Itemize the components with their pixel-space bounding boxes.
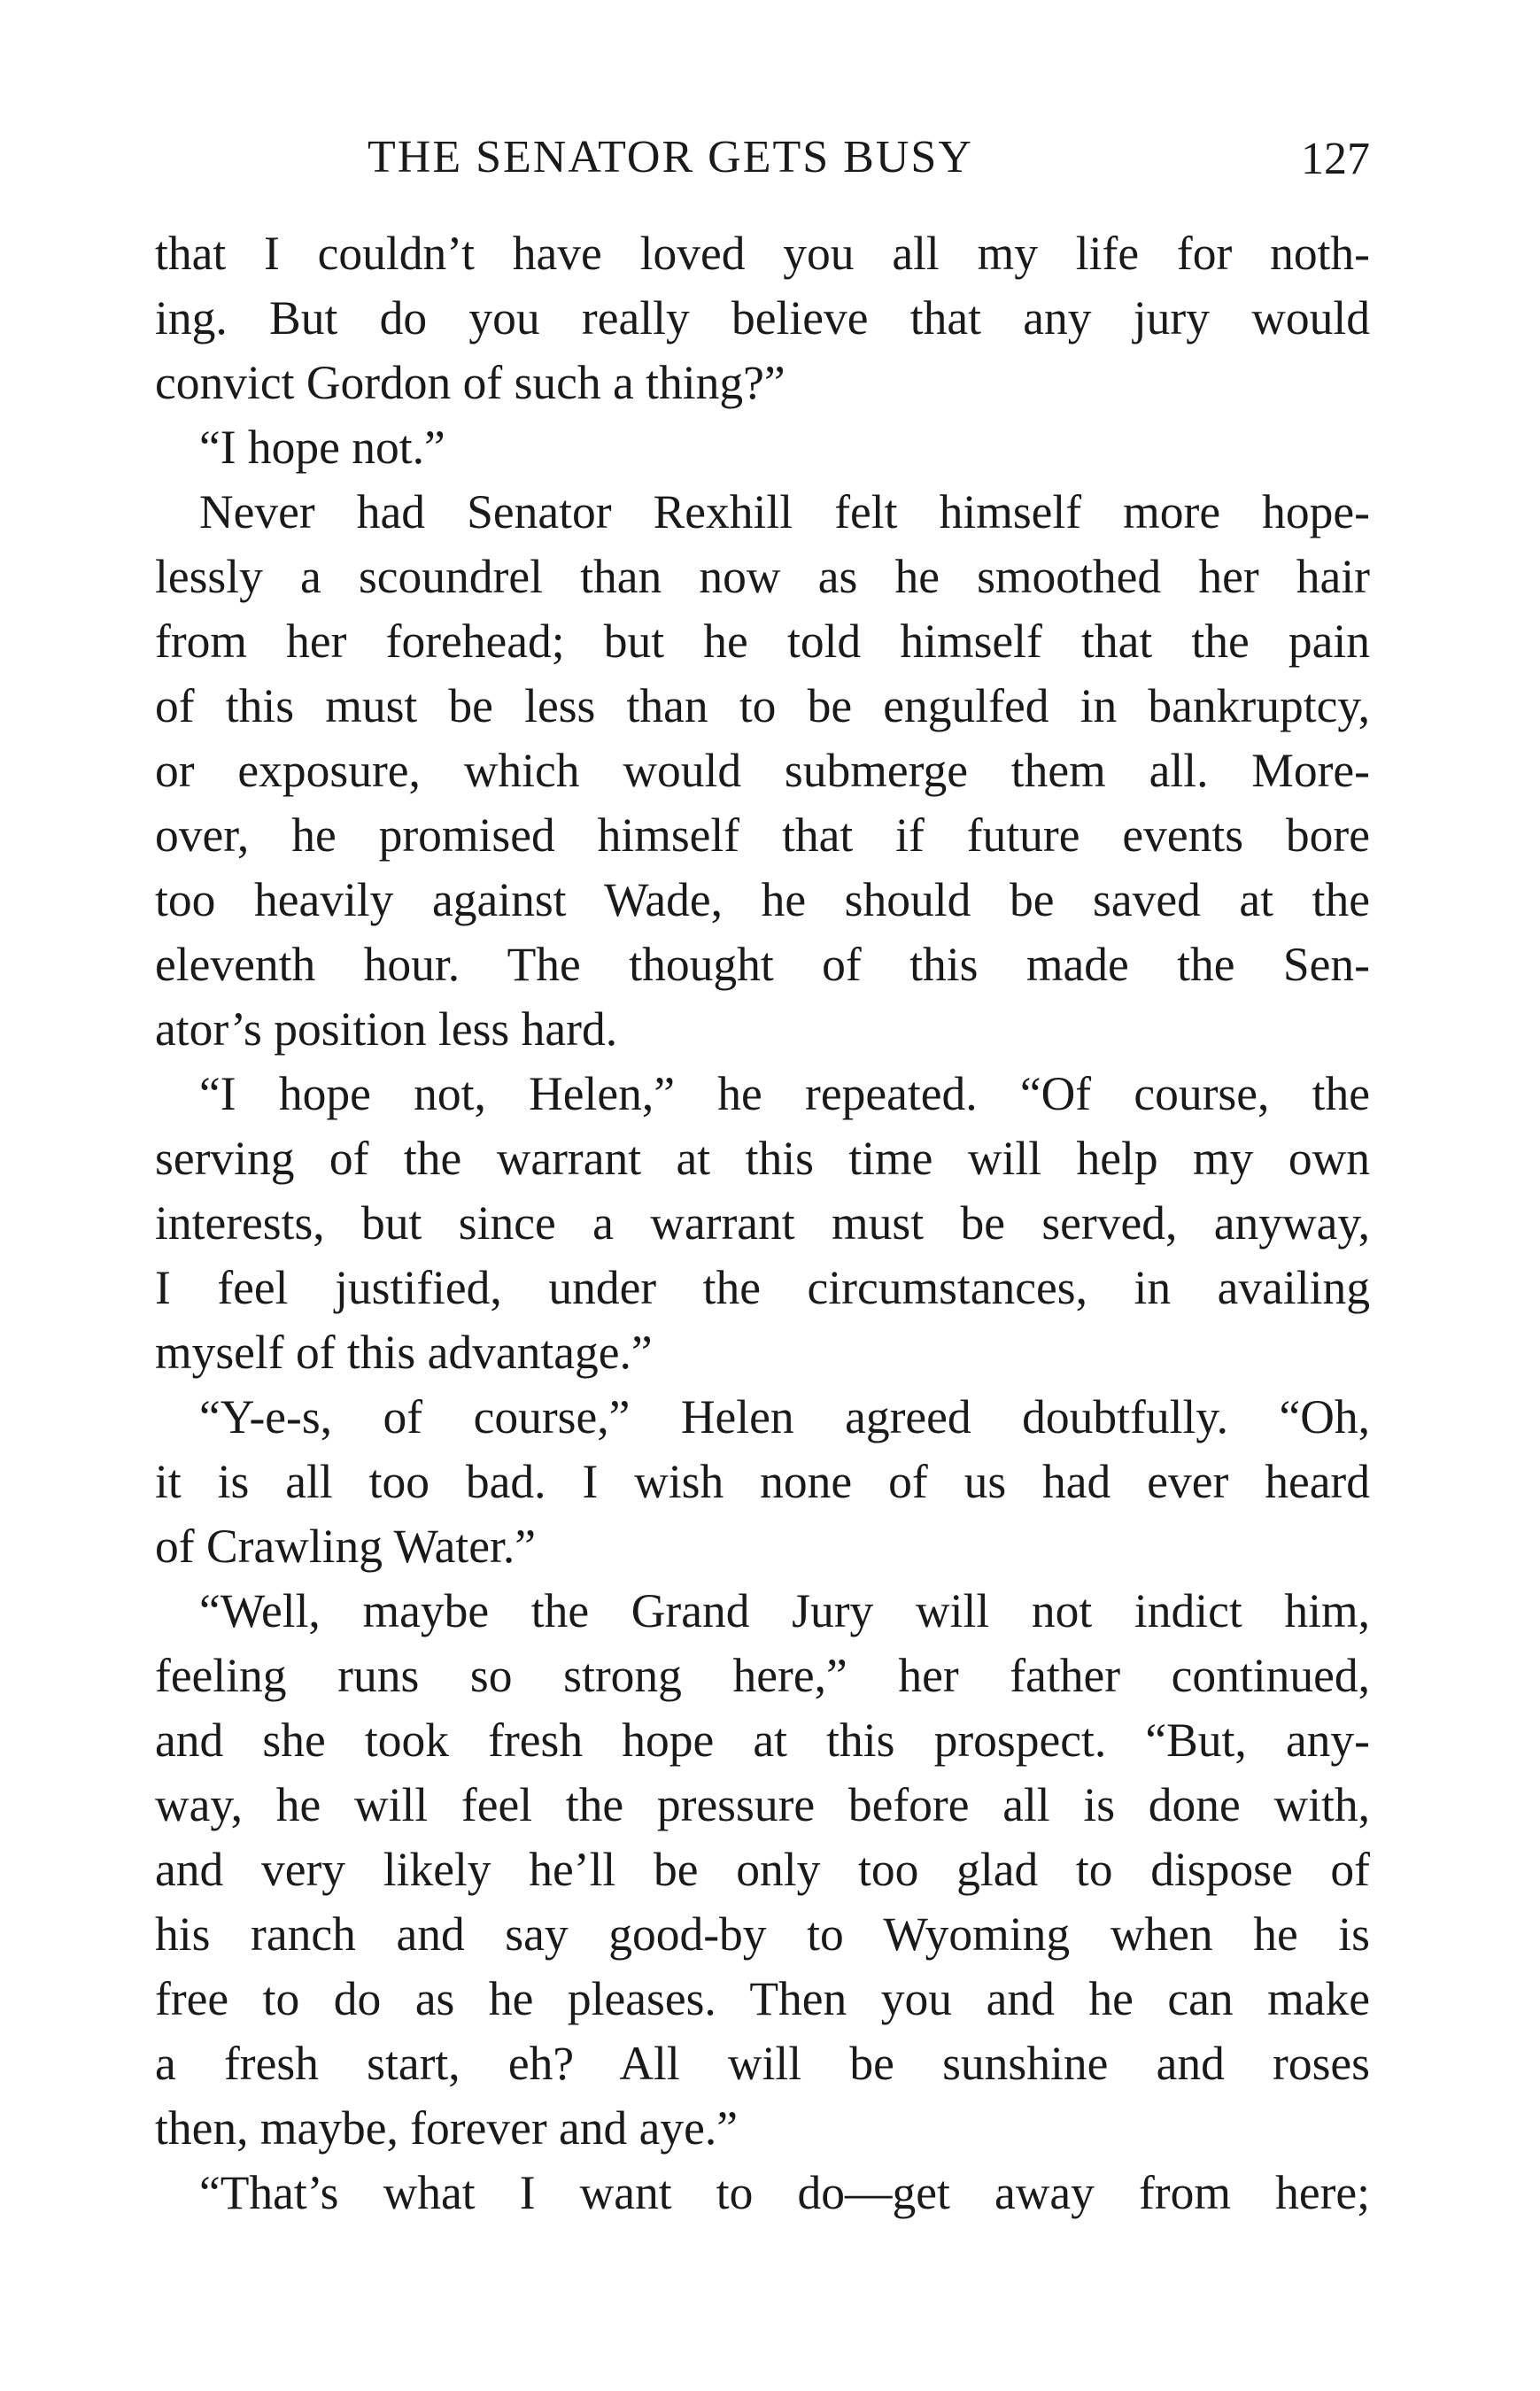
text-line: “I hope not, Helen,” he repeated. “Of course, the [199,1067,1370,1120]
text-line: and she took fresh hope at this prospect. “But, any- [155,1714,1370,1767]
text-line: serving of the warrant at this time will help my own [155,1132,1370,1185]
text-line: of this must be less than to be engulfed in bankruptcy, [155,679,1370,732]
text-line: interests, but since a warrant must be served, anyway, [155,1196,1370,1250]
text-line: “Well, maybe the Grand Jury will not indict him, [199,1584,1370,1637]
text-line: “I hope not.” [199,421,445,474]
text-line: that I couldn’t have loved you all my life for noth- [155,227,1370,280]
running-head [155,131,1370,188]
text-line: from her forehead; but he told himself that the pain [155,615,1370,668]
text-line: feeling runs so strong here,” her father continued, [155,1649,1370,1702]
text-line: eleventh hour. The thought of this made the Sen- [155,938,1370,991]
body-text [155,221,1370,2225]
text-line: I feel justified, under the circumstances, in availing [155,1261,1370,1314]
text-line: lessly a scoundrel than now as he smoothed her hair [155,550,1370,603]
text-line: of Crawling Water.” [155,1520,537,1573]
text-line: “That’s what I want to do—get away from here; [199,2166,1370,2219]
text-line: over, he promised himself that if future events bore [155,809,1370,862]
text-line: it is all too bad. I wish none of us had ever heard [155,1455,1370,1508]
text-line: free to do as he pleases. Then you and he can make [155,1972,1370,2025]
running-title: THE SENATOR GETS BUSY [368,132,973,182]
text-line: then, maybe, forever and aye.” [155,2101,739,2155]
text-line: too heavily against Wade, he should be saved at the [155,873,1370,926]
text-line: his ranch and say good-by to Wyoming when he is [155,1907,1370,1961]
text-line: “Y-e-s, of course,” Helen agreed doubtfully. “Oh, [199,1390,1370,1443]
text-line: way, he will feel the pressure before all is done with, [155,1778,1370,1831]
text-line: and very likely he’ll be only too glad to dispose of [155,1843,1370,1896]
text-line: or exposure, which would submerge them all. More- [155,744,1370,797]
page-number: 127 [1301,134,1370,184]
text-line: ing. But do you really believe that any jury would [155,291,1370,344]
text-line: myself of this advantage.” [155,1326,653,1379]
text-line: a fresh start, eh? All will be sunshine and roses [155,2037,1370,2090]
text-line: Never had Senator Rexhill felt himself more hope- [199,485,1370,538]
text-line: convict Gordon of such a thing?” [155,356,785,409]
text-line: ator’s position less hard. [155,1002,618,1056]
